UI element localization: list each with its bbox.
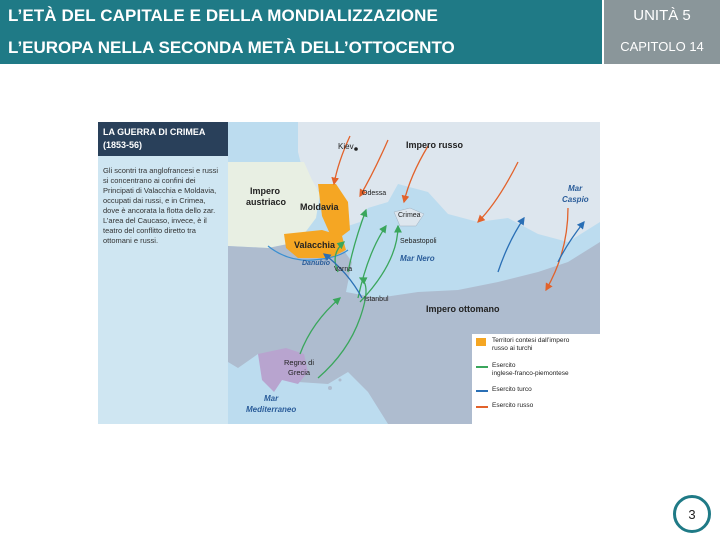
label-impero-austriaco-1: Impero (250, 186, 281, 196)
legend-contested-swatch (476, 338, 486, 346)
info-panel-dates: (1853-56) (103, 140, 143, 150)
label-impero-ottomano: Impero ottomano (426, 304, 500, 314)
info-panel-text: Gli scontri tra anglofrancesi e russi si concentrano ai confini dei Principati di Valacchia e Moldavia, occupati dai russi, e in Crimea, dove è ancorata la flotta dello zar. L’area del Caucaso, invece, è il teatro del conflitto diretto tra ottomani e russi. (103, 166, 219, 245)
island (339, 379, 342, 382)
label-moldavia: Moldavia (300, 202, 339, 212)
label-varna: Varna (334, 266, 353, 273)
label-mar-mediterraneo-1: Mar (264, 394, 279, 403)
legend-turkish-label: Esercito turco (492, 386, 532, 393)
label-odessa: Odessa (362, 190, 387, 197)
label-sebastopoli: Sebastopoli (400, 238, 437, 245)
island (328, 386, 332, 390)
slide-header (0, 0, 720, 64)
label-mar-caspio-1: Mar (568, 184, 583, 193)
label-impero-russo: Impero russo (406, 140, 464, 150)
info-panel-title: LA GUERRA DI CRIMEA (103, 127, 206, 137)
header-title-block (0, 0, 602, 64)
label-valacchia: Valacchia (294, 240, 336, 250)
kiev-marker (354, 147, 358, 151)
crimean-war-map (98, 122, 600, 424)
label-danubio: Danubio (302, 260, 330, 267)
label-regno-grecia-2: Grecia (288, 368, 311, 377)
legend-allied-label: Esercito (492, 362, 516, 369)
label-mar-nero: Mar Nero (400, 254, 435, 263)
label-mar-mediterraneo-2: Mediterraneo (246, 405, 297, 414)
label-kiev: Kiev (338, 142, 354, 151)
legend-allied-arrow (476, 366, 488, 368)
label-mar-caspio-2: Caspio (562, 195, 589, 204)
page-number: 3 (688, 507, 696, 522)
page-number-badge (673, 495, 711, 533)
legend-turkish-arrow (476, 390, 488, 392)
label-crimea: Crimea (398, 212, 421, 219)
subsection-title: L’EUROPA NELLA SECONDA METÀ DELL’OTTOCENTO (8, 38, 455, 57)
info-panel-header (98, 122, 228, 156)
legend-contested-label-2: russo ai turchi (492, 345, 533, 352)
label-regno-grecia-1: Regno di (284, 358, 315, 367)
legend-russian-arrow (476, 406, 488, 408)
info-panel (98, 122, 228, 424)
unit-label: UNITÀ 5 (633, 7, 691, 24)
chapter-label: CAPITOLO 14 (620, 39, 704, 54)
map-legend (472, 334, 600, 424)
label-istanbul: Istanbul (364, 296, 389, 303)
legend-contested-label: Territori contesi dall’impero (492, 337, 570, 344)
legend-allied-label-2: inglese-franco-piemontese (492, 370, 569, 377)
legend-russian-label: Esercito russo (492, 402, 534, 409)
header-unit-block (604, 0, 720, 64)
section-title: L’ETÀ DEL CAPITALE E DELLA MONDIALIZZAZIONE (8, 6, 438, 25)
label-impero-austriaco-2: austriaco (246, 197, 287, 207)
